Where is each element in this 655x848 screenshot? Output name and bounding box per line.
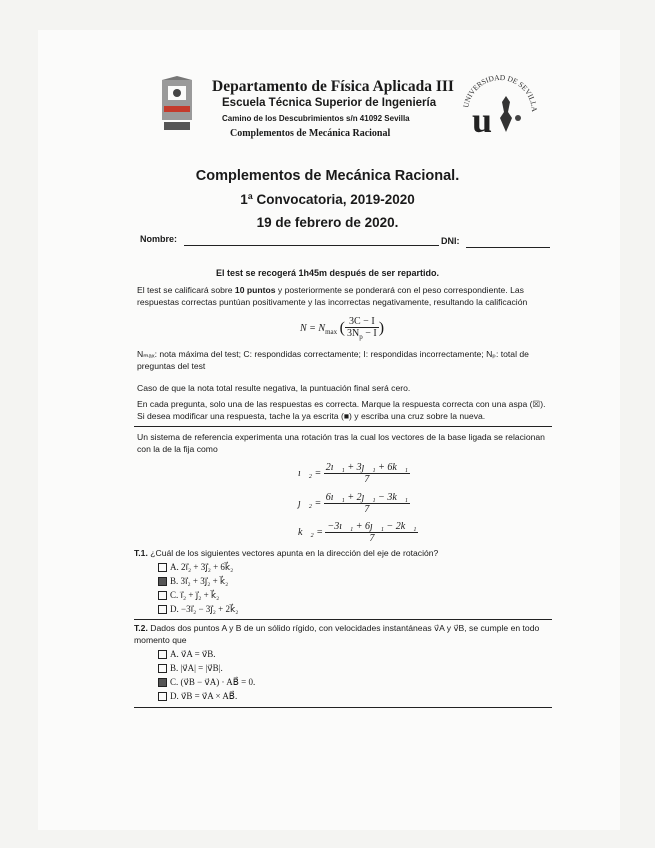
legend-paragraph: Nₘₐₓ: nota máxima del test; C: respondidas correctamente; I: respondidas incorrectamente; Nₚ: total de preguntas del test bbox=[137, 349, 529, 371]
department-title: Departamento de Física Aplicada III bbox=[212, 78, 454, 95]
school-address: Camino de los Descubrimientos s/n 41092 Sevilla bbox=[222, 114, 410, 123]
divider bbox=[134, 426, 552, 427]
checkbox[interactable] bbox=[158, 664, 167, 673]
school-name: Escuela Técnica Superior de Ingeniería bbox=[222, 97, 437, 109]
svg-text:u: u bbox=[472, 100, 493, 140]
dni-label: DNI: bbox=[441, 236, 460, 246]
t1-option-a[interactable]: A. 2ı⃗₂ + 3ȷ⃗₂ + 6k⃗₂ bbox=[158, 562, 233, 573]
exam-date: 19 de febrero de 2020. bbox=[256, 215, 399, 230]
checkbox[interactable] bbox=[158, 605, 167, 614]
equation-i2: ı⃗₂ = $\frac{\text{2ı⃗₁ + 3ȷ⃗₁ + 6k⃗₁}}{7}$ bbox=[298, 462, 409, 485]
question-t1: T.1. ¿Cuál de los siguientes vectores apunta en la dirección del eje de rotación? bbox=[134, 548, 439, 558]
checkbox-marked[interactable] bbox=[158, 678, 167, 687]
course-name: Complementos de Mecánica Racional bbox=[230, 128, 391, 139]
department-logo bbox=[160, 76, 194, 136]
collection-notice: El test se recogerá 1h45m después de ser repartido. bbox=[215, 268, 440, 278]
seal-text: UNIVERSIDAD DE SEVILLA bbox=[461, 72, 540, 113]
t1-option-d[interactable]: D. −3ı⃗₂ − 3ȷ⃗₂ + 2k⃗₂ bbox=[158, 604, 238, 615]
checkbox[interactable] bbox=[158, 692, 167, 701]
checkbox[interactable] bbox=[158, 650, 167, 659]
checkbox-marked[interactable] bbox=[158, 577, 167, 586]
equation-j2: ȷ⃗₂ = $\frac{\text{6ı⃗₁ + 2ȷ⃗₁ − 3k⃗₁}}{7}$ bbox=[298, 492, 409, 515]
t2-option-b[interactable]: B. |v⃗A| = |v⃗B|. bbox=[158, 663, 223, 674]
exam-session: 1ª Convocatoria, 2019-2020 bbox=[240, 192, 415, 207]
question-t2: T.2. Dados dos puntos A y B de un sólido rígido, con velocidades instantáneas v⃗A y v⃗B, se cumple en todo momento que bbox=[134, 623, 540, 645]
exam-title: Complementos de Mecánica Racional. bbox=[195, 168, 460, 184]
t1-option-c[interactable]: C. ı⃗₂ + ȷ⃗₂ + k⃗₂ bbox=[158, 590, 219, 601]
name-label: Nombre: bbox=[140, 234, 178, 244]
t2-option-d[interactable]: D. v⃗B = v⃗A × AB⃗. bbox=[158, 691, 237, 702]
equation-k2: k⃗₂ = $\frac{\text{−3ı⃗₁ + 6ȷ⃗₁ − 2k⃗₁}}{7}$ bbox=[298, 521, 417, 544]
name-field[interactable] bbox=[184, 245, 439, 246]
grade-formula: $N = N_{max}$ ( $\frac{3C - I}{3N_p - I}$ ) bbox=[300, 316, 385, 341]
grading-paragraph: El test se calificará sobre 10 puntos y posteriormente se ponderará con el peso correspondiente. Las respuestas correctas puntúan positivamente y las incorrectas negativamente, resultando la calificación bbox=[137, 285, 528, 307]
dni-field[interactable] bbox=[466, 247, 550, 248]
t2-option-a[interactable]: A. v⃗A = v⃗B. bbox=[158, 649, 215, 660]
checkbox[interactable] bbox=[158, 563, 167, 572]
t2-option-c[interactable]: C. (v⃗B − v⃗A) · AB⃗ = 0. bbox=[158, 677, 255, 688]
checkbox[interactable] bbox=[158, 591, 167, 600]
problem-statement: Un sistema de referencia experimenta una rotación tras la cual los vectores de la base ligada se relacionan con la de la fija como bbox=[137, 432, 545, 454]
t1-option-b[interactable]: B. 3ı⃗₂ + 3ȷ⃗₂ + k⃗₂ bbox=[158, 576, 228, 587]
negative-note: Caso de que la nota total resulte negativa, la puntuación final será cero. bbox=[137, 383, 411, 393]
instructions-paragraph: En cada pregunta, solo una de las respuestas es correcta. Marque la respuesta correcta con una aspa (☒). Si desea modificar una respuesta, tache la ya escrita (■) y escriba una cruz sobre la nueva. bbox=[137, 399, 546, 421]
divider bbox=[134, 619, 552, 620]
university-seal bbox=[456, 66, 544, 154]
divider bbox=[134, 707, 552, 708]
